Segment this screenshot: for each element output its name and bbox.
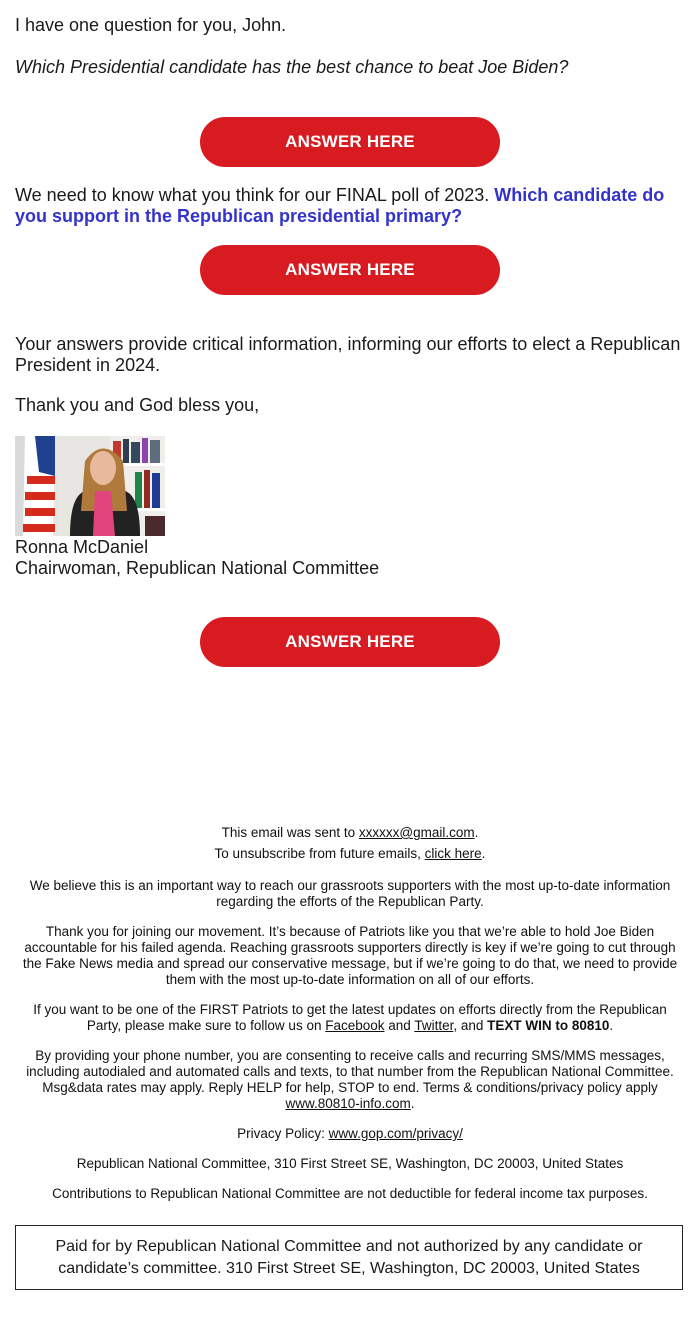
text-win: TEXT WIN to 80810 xyxy=(487,1018,610,1033)
twitter-link[interactable]: Twitter xyxy=(414,1018,454,1033)
privacy-link[interactable]: www.gop.com/privacy/ xyxy=(328,1126,463,1141)
signature-name: Ronna McDaniel xyxy=(15,537,149,557)
answer-button-2[interactable]: ANSWER HERE xyxy=(200,245,500,295)
privacy-prefix: Privacy Policy: xyxy=(237,1126,329,1141)
poll-intro: We need to know what you think for our FINAL poll of 2023. xyxy=(15,185,495,205)
poll-text xyxy=(15,185,685,227)
believe-paragraph: We believe this is an important way to reach our grassroots supporters with the most up-to-date information regarding the efforts of the Republican Party. xyxy=(29,878,671,909)
answer-button-3[interactable]: ANSWER HERE xyxy=(200,617,500,667)
question: Which Presidential candidate has the best chance to beat Joe Biden? xyxy=(15,57,569,77)
privacy-policy xyxy=(15,1126,685,1142)
email-link[interactable]: xxxxxx@gmail.com xyxy=(358,825,475,840)
signature-title: Chairwoman, Republican National Committee xyxy=(15,558,380,578)
consent-text: By providing your phone number, you are consenting to receive calls and recurring SMS/MMS messages, including autodialed and automated calls and texts, to that number from the Republican National Committee. Msg&data rates may apply. Reply HELP for help, STOP to end. Terms & conditions/privacy policy apply xyxy=(26,1048,674,1095)
unsubscribe: To unsubscribe from future emails, click here. xyxy=(214,846,486,861)
contributions: Contributions to Republican National Committee are not deductible for federal income tax purposes. xyxy=(52,1186,648,1201)
answers-paragraph: Your answers provide critical information, informing our efforts to elect a Republican President in 2024. xyxy=(15,334,681,375)
follow-prefix: If you want to be one of the FIRST Patriots to get the latest updates on efforts directly from the Republican Party, please make sure to follow us on xyxy=(33,1002,667,1033)
sent-prefix: This email was sent to xyxy=(221,825,359,840)
and-text: and xyxy=(384,1018,415,1033)
poll-question-link[interactable]: Which candidate do you support in the Republican presidential primary? xyxy=(15,185,665,226)
thanks-paragraph: Thank you for joining our movement. It’s because of Patriots like you that we’re able to hold Joe Biden accountable for his failed agenda. Reaching grassroots supporters directly is key if we’re going to cut through the Fake News media and spread our conservative message, but if we’re going to do that, we need to provide them with the most up-to-date information on all of our efforts. xyxy=(22,924,678,987)
answer-button-1[interactable]: ANSWER HERE xyxy=(200,117,500,167)
facebook-link[interactable]: Facebook xyxy=(325,1018,385,1033)
footer xyxy=(15,825,685,1202)
closing: Thank you and God bless you, xyxy=(15,395,260,415)
sent-to: This email was sent to xxxxxx@gmail.com. xyxy=(221,825,479,840)
follow-paragraph: If you want to be one of the FIRST Patriots to get the latest updates on efforts directly from the Republican Party, please make sure to follow us on Facebook and Twitter, and TEXT WIN to 80810. xyxy=(33,1002,667,1033)
ronna-photo xyxy=(15,436,165,536)
and-text-2: , and xyxy=(453,1018,488,1033)
address: Republican National Committee, 310 First Street SE, Washington, DC 20003, United States xyxy=(76,1156,624,1171)
paid-for-box: Paid for by Republican National Committee and not authorized by any candidate or candidate’s committee. 310 First Street SE, Washington, DC 20003, United States xyxy=(15,1225,683,1290)
consent-paragraph: By providing your phone number, you are consenting to receive calls and recurring SMS/MMS messages, including autodialed and automated calls and texts, to that number from the Republican National Committee. Msg&data rates may apply. Reply HELP for help, STOP to end. Terms & conditions/privacy policy apply www.80810-info.com. xyxy=(26,1048,674,1111)
unsubscribe-link[interactable]: click here xyxy=(424,846,482,861)
greeting: I have one question for you, John. xyxy=(15,15,287,35)
info-link[interactable]: www.80810-info.com xyxy=(285,1096,411,1111)
unsub-prefix: To unsubscribe from future emails, xyxy=(214,846,425,861)
